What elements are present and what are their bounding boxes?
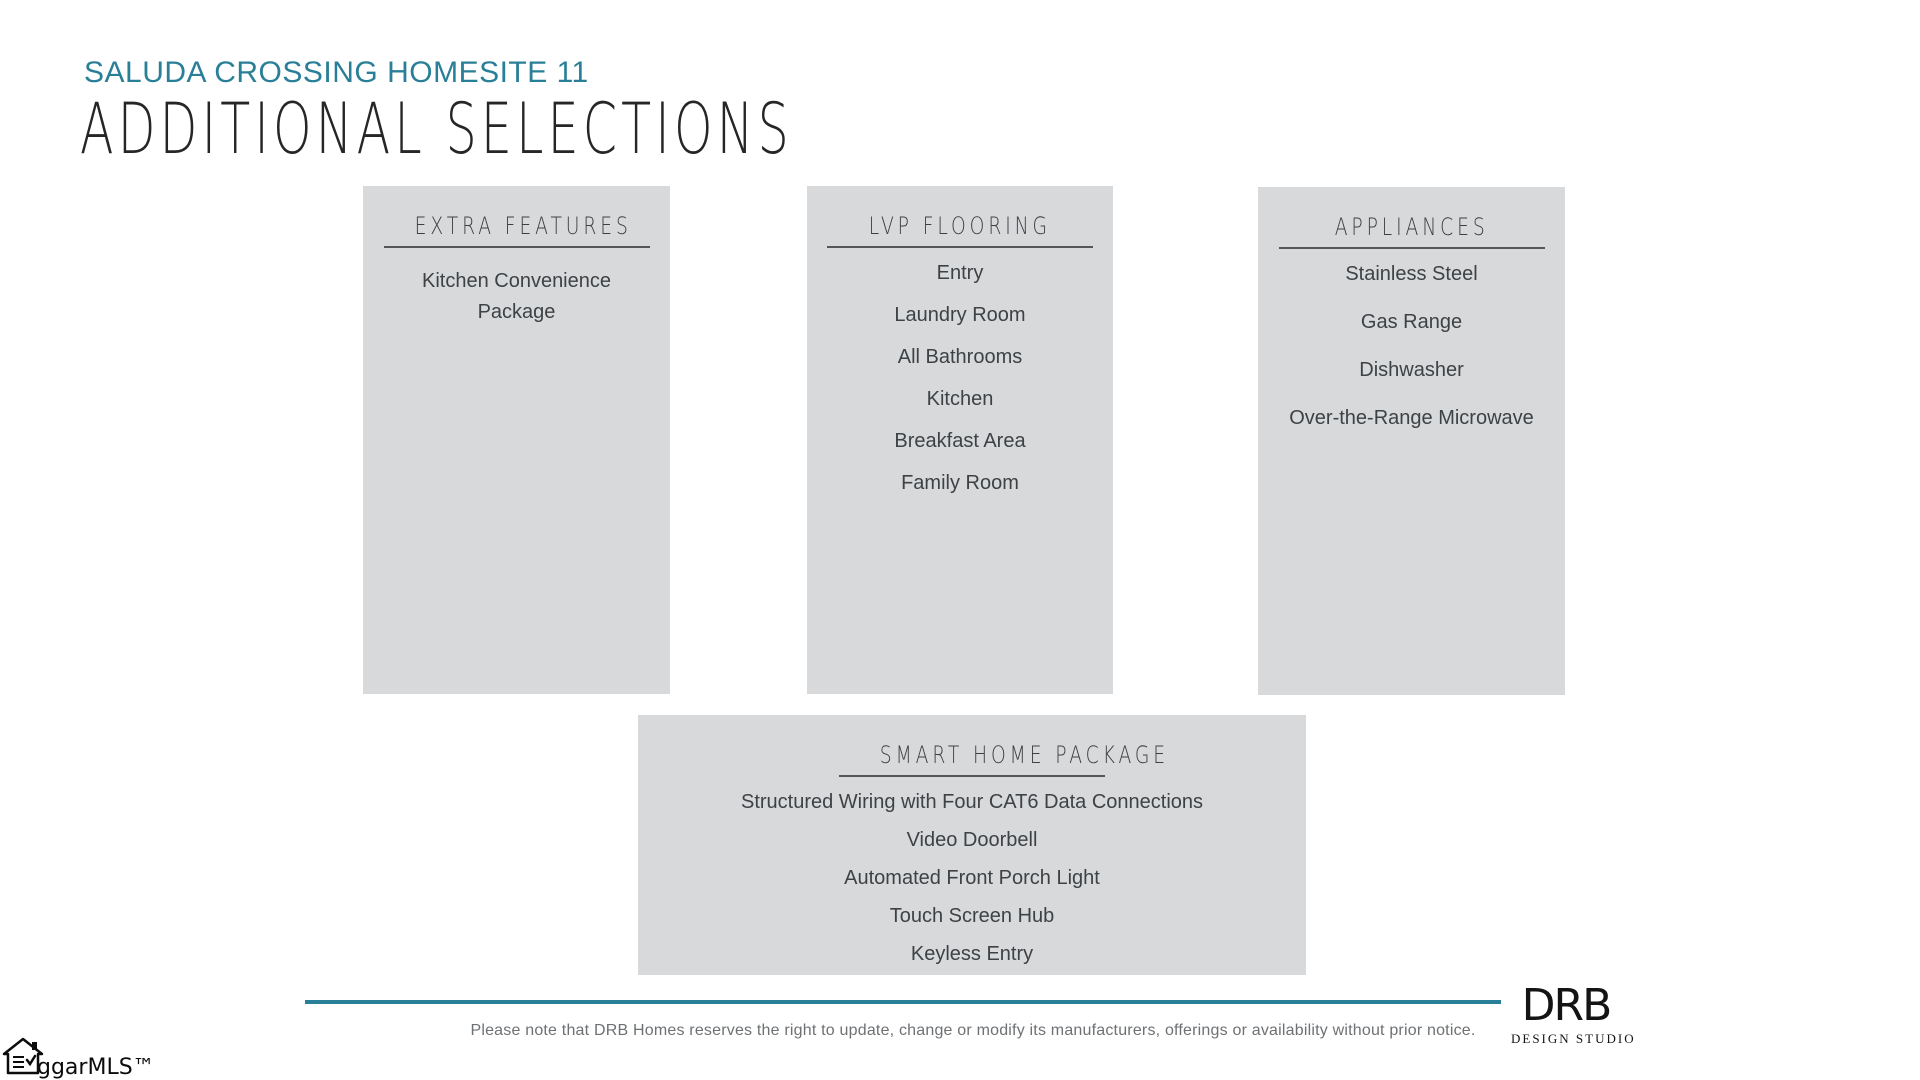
list-item: Automated Front Porch Light [844, 867, 1100, 889]
list-item: Gas Range [1360, 311, 1463, 333]
card-header-label: EXTRA FEATURES [414, 212, 632, 240]
watermark-text: ggarMLS™ [37, 1055, 155, 1080]
drb-logo-text: DRB [1521, 980, 1611, 1031]
card-header-lvp-flooring [827, 212, 1093, 248]
list-item: Breakfast Area [894, 430, 1026, 452]
list-item: Keyless Entry [910, 943, 1034, 965]
list-item: Stainless Steel [1345, 263, 1478, 285]
list-item: All Bathrooms [897, 346, 1023, 368]
drb-design-studio-logo [1511, 980, 1636, 1047]
card-extra-features [363, 186, 670, 694]
list-item: Kitchen [926, 388, 994, 410]
list-item: Entry [936, 262, 984, 284]
card-appliances [1258, 187, 1565, 695]
list-item: Family Room [901, 472, 1019, 494]
extra-features-list [363, 266, 670, 328]
card-header-extra-features [384, 212, 650, 248]
card-header-smart-home [839, 741, 1169, 777]
page-title: ADDITIONAL SELECTIONS [80, 88, 793, 170]
appliances-list [1258, 262, 1565, 431]
card-header-label: SMART HOME PACKAGE [879, 741, 1169, 769]
card-header-label: APPLIANCES [1334, 213, 1489, 241]
card-header-appliances [1279, 213, 1545, 249]
list-item: Touch Screen Hub [889, 905, 1055, 927]
lvp-flooring-list [807, 261, 1113, 496]
list-item: Dishwasher [1359, 359, 1464, 381]
list-item: Structured Wiring with Four CAT6 Data Connections [740, 791, 1204, 813]
list-item: Video Doorbell [906, 829, 1038, 851]
drb-logo-subtext: DESIGN STUDIO [1511, 1031, 1636, 1046]
disclaimer-text: Please note that DRB Homes reserves the right to update, change or modify its manufacturers, offerings or availability without prior notice. [470, 1022, 1476, 1039]
list-item: Laundry Room [894, 304, 1026, 326]
footer-accent-rule [305, 1000, 1501, 1004]
mls-watermark [2, 1036, 155, 1080]
card-smart-home-package [638, 715, 1306, 975]
list-item: Over-the-Range Microwave [1289, 407, 1534, 429]
card-lvp-flooring [807, 186, 1113, 694]
community-subtitle: SALUDA CROSSING HOMESITE 11 [84, 56, 589, 89]
card-header-label: LVP FLOORING [868, 212, 1052, 240]
smart-home-list [638, 790, 1306, 967]
list-item: Kitchen Convenience Package [421, 270, 611, 323]
